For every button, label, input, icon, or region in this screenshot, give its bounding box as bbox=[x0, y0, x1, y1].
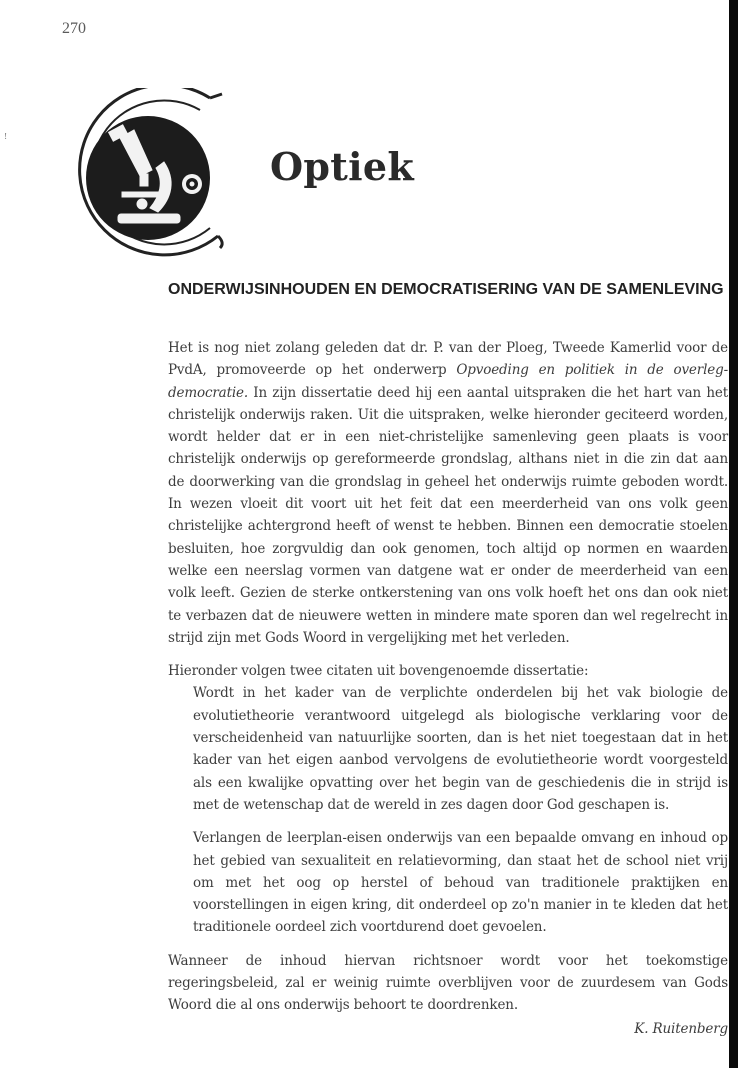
dissertation-title: Opvoeding en politiek in de overleg-democratie. bbox=[168, 362, 728, 401]
paragraph-intro: Het is nog niet zolang geleden dat dr. P. van der Ploeg, Tweede Kamerlid voor de PvdA, promoveerde op het onderwerp Opvoeding en politiek in de overleg-democratie. In zijn dissertatie deed hij een aantal uitspraken die het hart van het christelijk onderwijs raken. Uit die uitspraken, welke hieronder geciteerd worden, wordt helder dat er in een niet-christelijke samenleving geen plaats is voor christelijk onderwijs op gereformeerde grondslag, althans niet in die zin dat aan de doorwerking van die grondslag in geheel het onderwijs ruimte geboden wordt. In wezen vloeit dit voort uit het feit dat een meerderheid van ons volk geen christelijke achtergrond heeft of wenst te hebben. Binnen een democratie stoelen besluiten, hoe zorgvuldig dan ook genomen, toch altijd op normen en waarden welke een neerslag vormen van datgene wat er onder de meerderheid van een volk leeft. Gezien de sterke ontkerstening van ons volk hoeft het ons dan ook niet te verbazen dat de nieuwere wetten in mindere mate sporen dan wel regelrecht in strijd zijn met Gods Woord in vergelijking met het verleden. bbox=[168, 340, 728, 646]
quote-evolution: Wordt in het kader van de verplichte onderdelen bij het vak biologie de evolutietheorie verantwoord uitgelegd als biologische verklaring voor de verscheidenheid van natuurlijke soorten, dan is het niet toegestaan dat in het kader van het eigen aanbod vervolgens de evolutietheorie wordt voorgesteld als een kwalijke opvatting over het begin van de geschiedenis die in strijd is met de wetenschap dat de wereld in zes dagen door God geschapen is. bbox=[193, 685, 728, 813]
margin-mark: ! bbox=[4, 132, 8, 141]
scan-edge-shadow bbox=[729, 0, 738, 1068]
article-heading: ONDERWIJSINHOUDEN EN DEMOCRATISERING VAN DE SAMENLEVING bbox=[168, 281, 724, 298]
quote-sexuality: Verlangen de leerplan-eisen onderwijs van een bepaalde omvang en inhoud op het gebied van sexualiteit en relatievorming, dan staat het de school niet vrij om met het oog op herstel of behoud van traditionele praktijken en voorstellingen in eigen kring, dit onderdeel op zo'n manier in te kleden dat het traditionele oordeel zich voortdurend doet gevoelen. bbox=[193, 830, 728, 936]
microscope-icon bbox=[60, 88, 235, 263]
paragraph-quotes-intro: Hieronder volgen twee citaten uit bovengenoemde dissertatie: bbox=[168, 663, 589, 680]
section-title: Optiek bbox=[270, 144, 414, 189]
page-number: 270 bbox=[62, 20, 86, 37]
paragraph-conclusion: Wanneer de inhoud hiervan richtsnoer wordt voor het toekomstige regeringsbeleid, zal er weinig ruimte overblijven voor de zuurdesem van Gods Woord die al ons onderwijs behoort te doordrenken. bbox=[168, 952, 728, 1014]
author-signature: K. Ruitenberg bbox=[634, 1020, 728, 1037]
article-body bbox=[168, 337, 728, 1040]
